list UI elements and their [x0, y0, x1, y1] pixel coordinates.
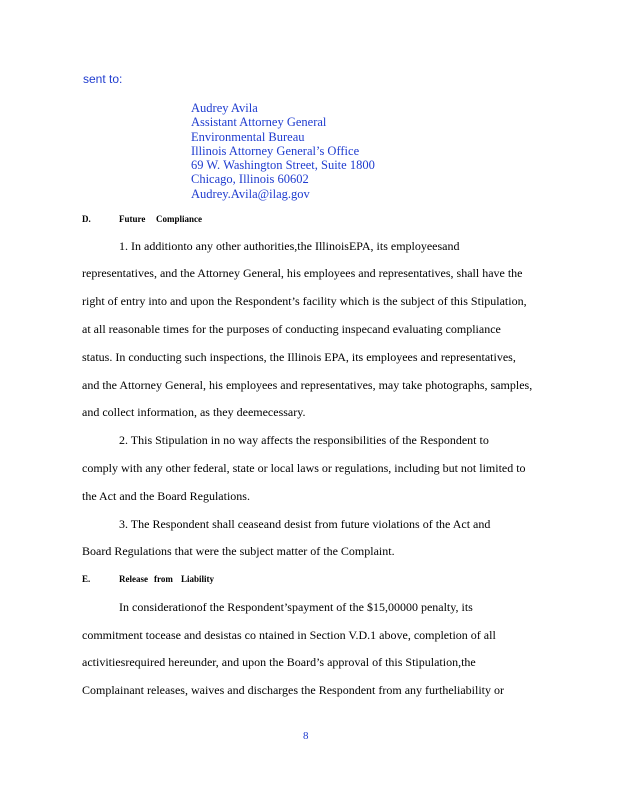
address-line: Audrey Avila — [191, 101, 258, 115]
paragraph-line: activitiesrequired hereunder, and upon the Board’s approval of this Stipulation,the — [82, 655, 476, 669]
paragraph-line: the Act and the Board Regulations. — [82, 489, 250, 503]
paragraph-line: comply with any other federal, state or local laws or regulations, including but not limited to — [82, 461, 526, 475]
heading-word: Liability — [181, 574, 215, 584]
paragraph-line: Board Regulations that were the subject matter of the Complaint. — [82, 544, 395, 558]
section-heading-future-compliance — [82, 214, 202, 224]
page-number: 8 — [303, 730, 309, 742]
heading-word: Release — [119, 574, 148, 584]
address-line: 69 W. Washington Street, Suite 1800 — [191, 158, 375, 173]
section-letter: D. — [82, 214, 91, 224]
heading-word: from — [154, 574, 173, 584]
section-heading-release-from-liability — [82, 574, 214, 584]
paragraph-line: 3. The Respondent shall ceaseand desist from future violations of the Act and — [119, 517, 491, 531]
address-line: Environmental Bureau — [191, 129, 305, 144]
paragraph-line: commitment tocease and desistas co ntained in Section V.D.1 above, completion of all — [82, 628, 496, 642]
heading-word: Compliance — [156, 214, 202, 224]
paragraph-line: In considerationof the Respondent’spayment of the $15,00000 penalty, its — [119, 600, 473, 614]
heading-word: Future — [119, 214, 146, 224]
paragraph-line: right of entry into and upon the Respondent’s facility which is the subject of this Stipulation, — [82, 294, 527, 308]
paragraph-line: 2. This Stipulation in no way affects the responsibilities of the Respondent to — [119, 433, 489, 447]
paragraph-line: and collect information, as they deemecessary. — [82, 405, 306, 419]
paragraph-line: status. In conducting such inspections, the Illinois EPA, its employees and representatives, — [82, 350, 516, 364]
paragraph-line: and the Attorney General, his employees and representatives, may take photographs, samples, — [82, 378, 533, 392]
address-line: Chicago, Illinois 60602 — [191, 172, 309, 187]
paragraph-line: 1. In additionto any other authorities,the IllinoisEPA, its employeesand — [119, 239, 460, 253]
sent-to-label: sent to: — [83, 72, 123, 86]
paragraph-line: Complainant releases, waives and discharges the Respondent from any furtheliability or — [82, 683, 504, 697]
address-line: Illinois Attorney General’s Office — [191, 143, 360, 158]
paragraph-line: representatives, and the Attorney General, his employees and representatives, shall have the — [82, 266, 523, 280]
recipient-address-block — [191, 101, 375, 201]
address-line: Assistant Attorney General — [191, 115, 327, 130]
address-email: Audrey.Avila@ilag.gov — [191, 186, 310, 201]
paragraph-line: at all reasonable times for the purposes of conducting inspecand evaluating compliance — [82, 322, 501, 336]
section-letter: E. — [82, 574, 91, 584]
